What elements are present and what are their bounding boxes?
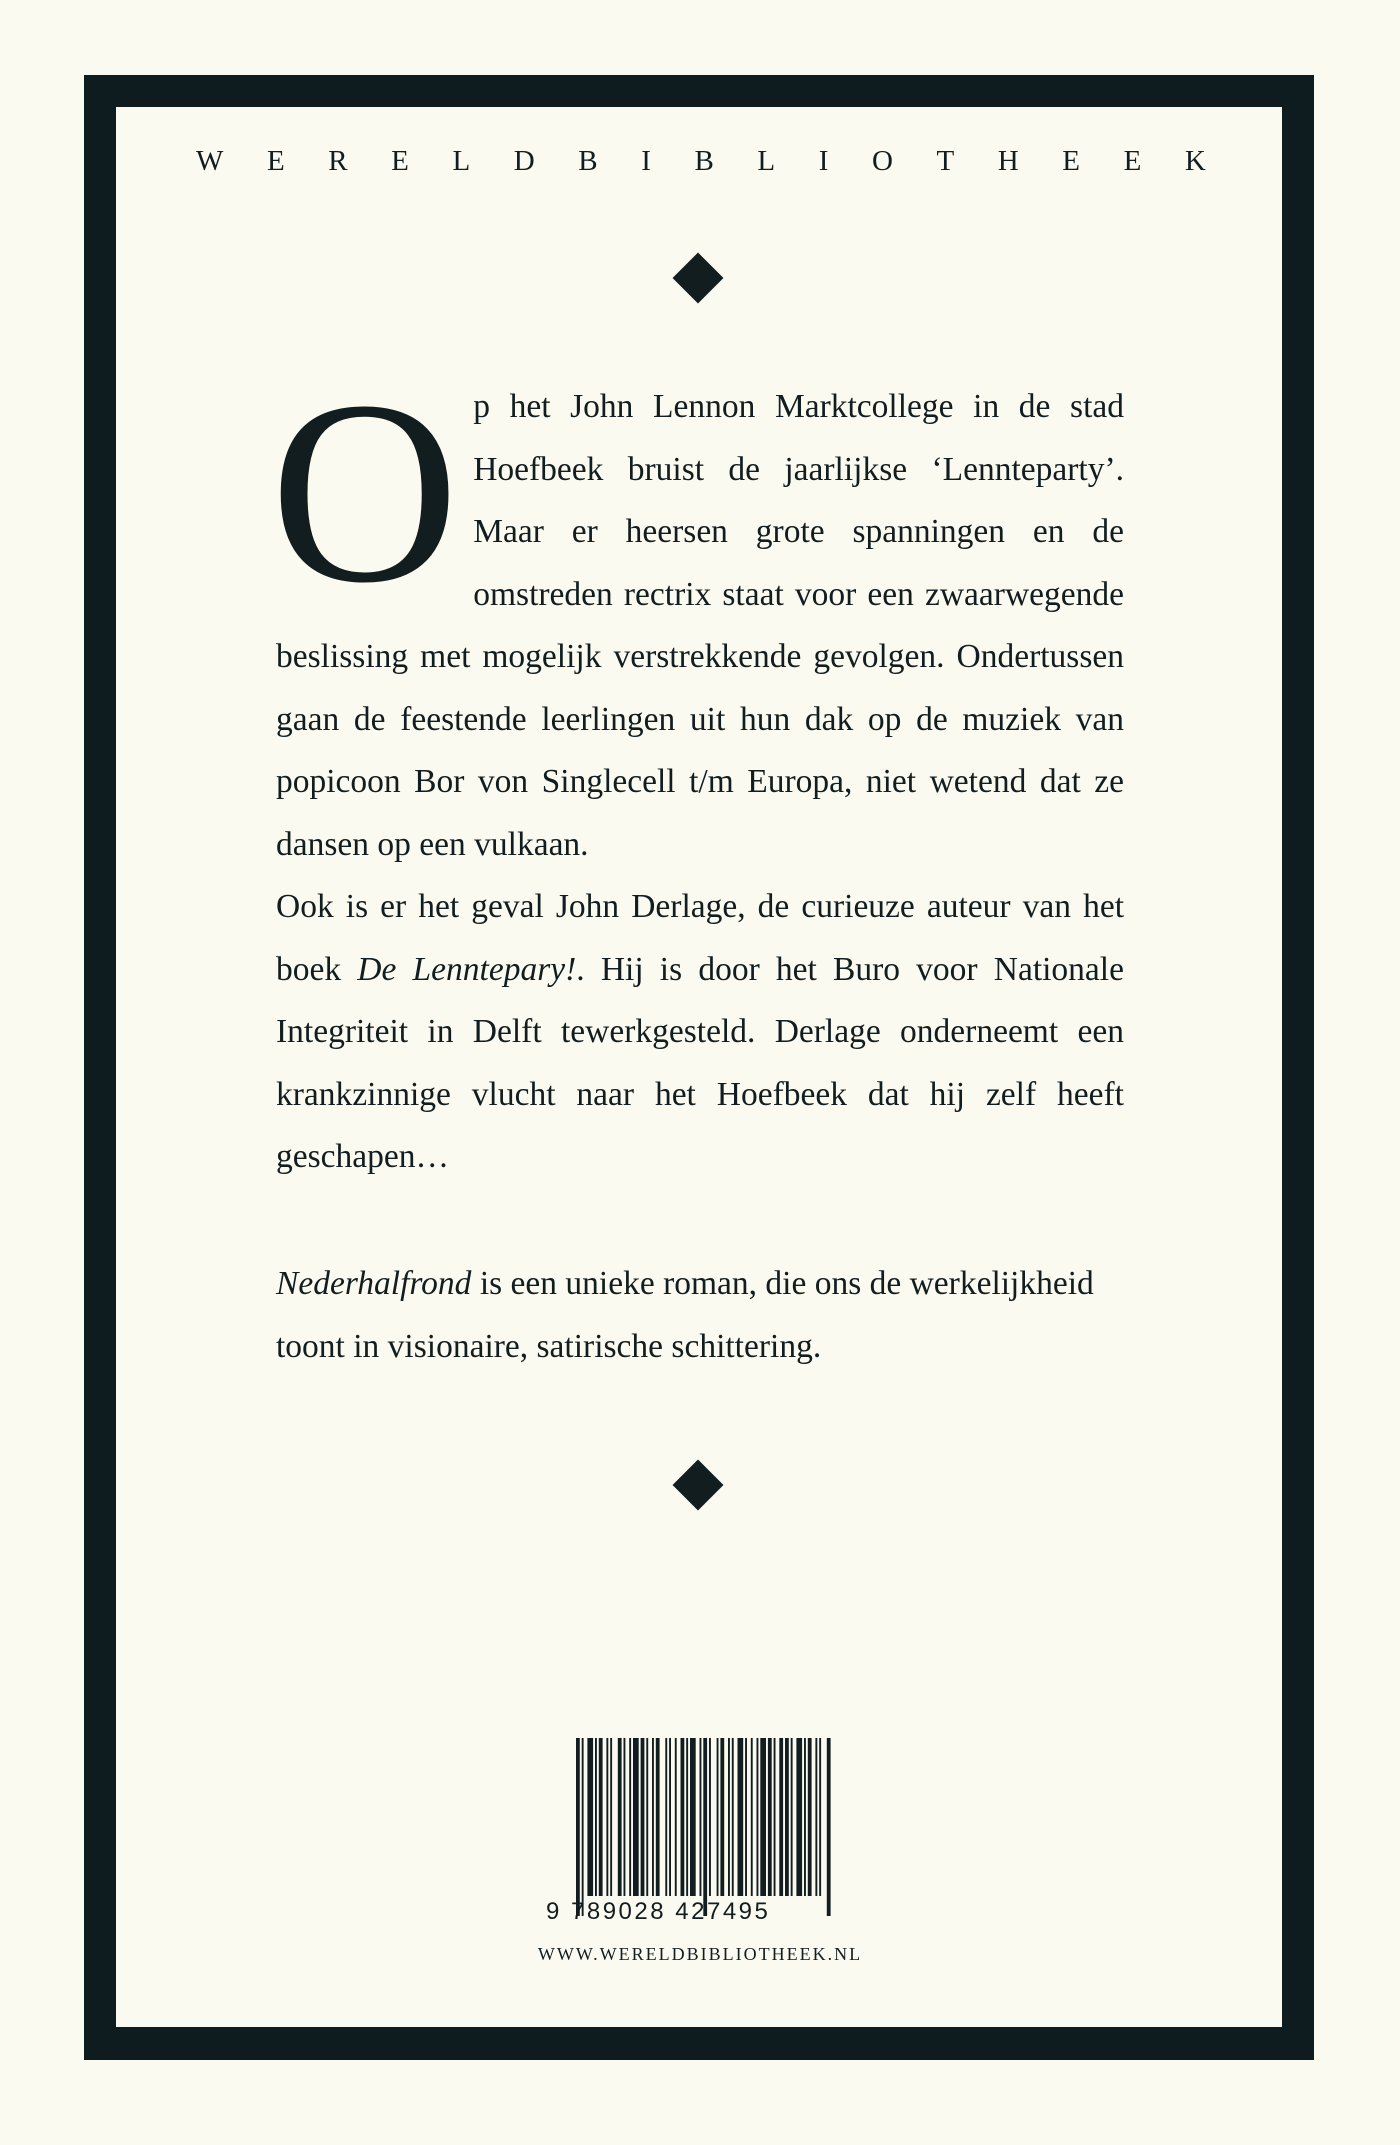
imprint-letter: O	[871, 145, 893, 177]
barcode-bar	[760, 1738, 766, 1896]
paragraph-1-text: p het John Lennon Marktcollege in de stad Hoefbeek bruist de jaarlijkse ‘Lennteparty’. Maar er heersen grote spanningen en de omstreden rectrix staat voor een zwaarwegende beslissing met mogelijk verstrekkende gevolgen. Ondertussen gaan de feestende leerlingen uit hun dak op de muziek van popicoon Bor von Singlecell t/m Europa, niet wetend dat ze dansen op een vulkaan.	[276, 388, 1124, 863]
barcode-bar	[728, 1738, 730, 1896]
imprint-letter: I	[641, 145, 651, 177]
blurb-paragraph-3	[276, 1253, 1124, 1378]
barcode-bar	[757, 1738, 759, 1896]
imprint-letter: D	[513, 145, 535, 177]
isbn-number: 9 789028 427495	[546, 1898, 771, 1925]
barcode-bar	[709, 1738, 711, 1896]
barcode-bar	[808, 1738, 812, 1896]
barcode-bar	[703, 1738, 707, 1916]
imprint-letter: B	[694, 145, 714, 177]
barcode-bar	[610, 1738, 612, 1896]
barcode-bar	[774, 1738, 776, 1896]
barcode-bar	[599, 1738, 603, 1896]
barcode-bar	[751, 1738, 753, 1896]
barcode-bar	[633, 1738, 639, 1896]
barcode-bar	[606, 1738, 608, 1896]
barcode-bar	[732, 1738, 734, 1896]
paragraph-2-text-start: Ook is er het geval John Derlage, de curieuze auteur van het boek	[276, 888, 1124, 988]
barcode-bar	[652, 1738, 654, 1896]
barcode-bar	[641, 1738, 645, 1896]
imprint-letter: E	[1062, 145, 1081, 177]
publisher-imprint	[196, 145, 1206, 178]
barcode-bar	[796, 1738, 802, 1896]
imprint-letter: K	[1184, 145, 1206, 177]
barcode-bar	[768, 1738, 772, 1896]
barcode-bar	[827, 1738, 831, 1916]
imprint-letter: W	[196, 145, 224, 177]
imprint-letter: T	[936, 145, 955, 177]
barcode-bar	[582, 1738, 584, 1916]
blurb-paragraph-1	[270, 347, 1124, 876]
imprint-letter: B	[578, 145, 598, 177]
novel-title-inline: Nederhalfrond	[276, 1265, 472, 1302]
barcode-bar	[700, 1738, 702, 1896]
imprint-letter: L	[452, 145, 471, 177]
barcode-bar	[624, 1738, 626, 1896]
book-title-inline: De Lenntepary!	[357, 950, 577, 988]
barcode-bar	[804, 1738, 806, 1896]
barcode-bar	[738, 1738, 744, 1896]
barcode-bar	[791, 1738, 793, 1896]
imprint-letter: H	[997, 145, 1019, 177]
imprint-letter: E	[1123, 145, 1142, 177]
drop-cap: O	[270, 347, 460, 637]
barcode-bar	[720, 1738, 724, 1896]
barcode-bar	[717, 1738, 719, 1896]
barcode-bar	[665, 1738, 667, 1896]
barcode-bar	[819, 1738, 821, 1896]
barcode-bar	[690, 1738, 696, 1896]
barcode-bar	[785, 1738, 789, 1896]
imprint-letter: L	[757, 145, 776, 177]
barcode-bar	[686, 1738, 688, 1896]
blurb-paragraph-2	[276, 876, 1124, 1189]
publisher-website: WWW.WERELDBIBLIOTHEEK.NL	[537, 1944, 863, 1964]
barcode-bar	[681, 1738, 685, 1896]
barcode-bar	[779, 1738, 783, 1896]
imprint-letter: I	[818, 145, 829, 177]
imprint-letter: E	[266, 145, 285, 177]
barcode-bar	[576, 1738, 580, 1916]
barcode-bar	[815, 1738, 817, 1896]
barcode-bar	[675, 1738, 677, 1896]
barcode-bar	[669, 1738, 671, 1896]
paragraph-3-text: is een unieke roman, die ons de werkelijkheid toont in visionaire, satirische schittering.	[276, 1265, 1094, 1365]
imprint-letter: E	[391, 145, 409, 177]
paragraph-2-text-end: . Hij is door het Buro voor Nationale Integriteit in Delft tewerkgesteld. Derlage onderneemt een krankzinnige vlucht naar het Hoefbeek dat hij zelf heeft geschapen…	[276, 950, 1124, 1175]
barcode-bar	[745, 1738, 747, 1896]
imprint-letter: R	[328, 145, 348, 177]
barcode-bar	[629, 1738, 631, 1896]
barcode-bar	[646, 1738, 648, 1896]
barcode-bar	[656, 1738, 660, 1896]
barcode-bar	[595, 1738, 597, 1896]
barcode-bar	[618, 1738, 622, 1896]
isbn-barcode	[576, 1738, 832, 1916]
barcode-bar	[587, 1738, 593, 1896]
